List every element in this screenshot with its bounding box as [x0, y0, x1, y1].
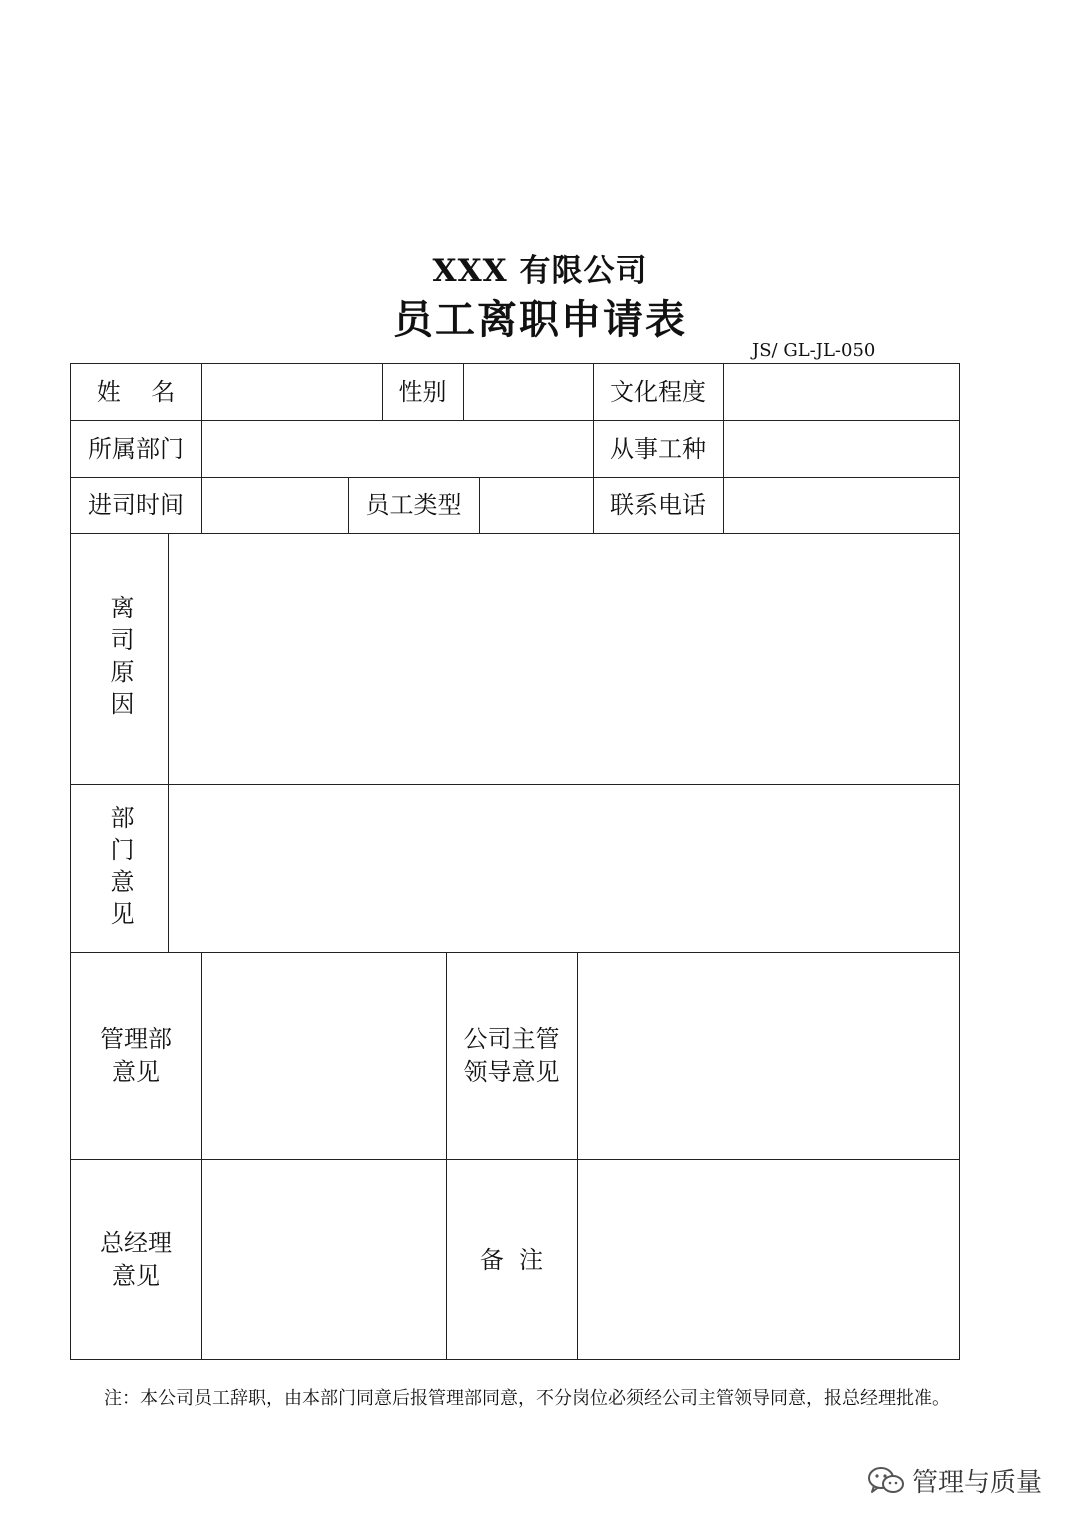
name-label: 姓 名: [96, 377, 176, 406]
dept-opinion-label-cell: [71, 785, 168, 952]
name-field[interactable]: [202, 364, 382, 420]
dept-opinion-field[interactable]: [169, 785, 959, 952]
document-code: JS/ GL-JL-050: [752, 340, 876, 361]
supervisor-opinion-label: 公司主管 领导意见: [463, 1025, 560, 1086]
leave-reason-field[interactable]: [169, 534, 959, 784]
department-label: 所属部门: [88, 434, 184, 463]
mgmt-opinion-label: 管理部 意见: [100, 1025, 172, 1086]
employee-type-field[interactable]: [480, 477, 593, 533]
gender-field[interactable]: [464, 364, 593, 420]
watermark-text: 管理与质量: [912, 1468, 1043, 1498]
company-name: XXX 有限公司: [432, 253, 648, 289]
phone-field[interactable]: [724, 477, 959, 533]
watermark: [866, 1462, 1042, 1499]
join-date-field[interactable]: [202, 477, 348, 533]
employee-type-label: 员工类型: [365, 490, 462, 519]
remarks-field[interactable]: [578, 1160, 959, 1360]
education-label: 文化程度: [610, 377, 706, 406]
form-title: 员工离职申请表: [393, 296, 687, 343]
education-field[interactable]: [724, 364, 959, 420]
job-type-field[interactable]: [724, 421, 959, 477]
mgmt-opinion-field[interactable]: [202, 953, 446, 1159]
leave-reason-label-cell: [71, 534, 168, 784]
gm-opinion-field[interactable]: [202, 1160, 446, 1360]
job-type-label: 从事工种: [610, 434, 706, 463]
footer-note: 注：本公司员工辞职，由本部门同意后报管理部同意，不分岗位必须经公司主管领导同意，报总经理批准。: [104, 1388, 950, 1409]
gender-label: 性别: [398, 377, 447, 406]
supervisor-opinion-field[interactable]: [578, 953, 959, 1159]
leave-reason-label: 离司原因: [106, 595, 134, 723]
resignation-form-table: [70, 363, 960, 1360]
gm-opinion-label: 总经理 意见: [100, 1229, 172, 1290]
department-field[interactable]: [202, 421, 593, 477]
dept-opinion-label: 部门意见: [106, 804, 134, 933]
remarks-label: 备 注: [479, 1245, 544, 1274]
wechat-icon: [866, 1465, 906, 1497]
phone-label: 联系电话: [610, 490, 706, 519]
join-date-label: 进司时间: [88, 490, 184, 519]
